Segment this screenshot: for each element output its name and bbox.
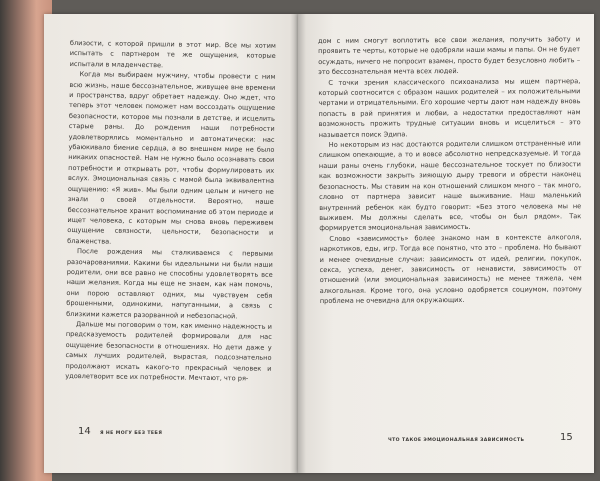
right-running-head: ЧТО ТАКОЕ ЭМОЦИОНАЛЬНАЯ ЗАВИСИМОСТЬ (388, 438, 525, 443)
paragraph: Дальше мы поговорим о том, как именно надежность и предсказуемость родителей формировали для нас ощущение безопасности в отношениях. Но дети даже у самых лучших родителей, вырастая, подсознательно продолжают искать какого-то прекрасный человек и удовлетворит все их потребности. Мечтают, что ря- (65, 320, 273, 383)
left-page-number: 14 (78, 426, 91, 437)
paragraph: Когда мы выбираем мужчину, чтобы провести с ним всю жизнь, наше бессознательное, живущее вне времени и пространства, вдруг обретает надежду. Оно ждет, что теперь этот человек поможет нам воссоздать ощущение безопасности, которое мы познали в детстве, и исцелить старые раны. До рождения наши потребности удовлетворялись моментально и автоматически: нас убаюкивало биение сердца, а во внешнем мире не было никаких опасностей. Нам не нужно было осознавать свои потребности и открывать рот, чтобы формулировать их вслух. Эмоциональная связь с мамой была эквивалентна ощущению: «Я жив». Мы были одним целым и ничего не знали о своей отдельности. Вероятно, наше бессознательное хранит воспоминание об этом периоде и ищет человека, с которым мы снова вновь переживем ощущение связности, цельности, безопасности и блаженства. (67, 70, 276, 246)
left-page-text (65, 38, 276, 384)
paragraph: близости, с которой пришли в этот мир. Все мы хотим испытать с партнером те же ощущения, которые испытали в младенчестве. (69, 38, 276, 70)
right-page-number: 15 (560, 432, 573, 443)
left-running-head: Я НЕ МОГУ БЕЗ ТЕБЯ (100, 431, 163, 436)
paragraph: С точки зрения классического психоанализа мы ищем партнера, который соотносится с образом наших родителей – их положительными чертами и отрицательными. Его хорошие черты дают нам надежду вновь попасть в рай принятия и любви, а недостатки предоставляют нам возможность прожить трудные ситуации вновь и исцелиться – это называется поиск Эдипа. (318, 76, 581, 139)
right-page-text (318, 34, 582, 306)
paragraph: После рождения мы сталкиваемся с первыми разочарованиями. Какими бы идеальными ни были наши родители, они все равно не способны удовлетворять все наши желания. Когда мы еще не знаем, как нам помочь, они порою оставляют одних, мы чувствуем себя брошенными, одинокими, напуганными, а связь с близкими кажется разорванной и небезопасной. (66, 247, 274, 320)
paragraph: Но некоторым из нас достаются родители слишком отстраненные или слишком опекающие, а то и вовсе абсолютно непредсказуемые. И тогда наши раны очень глубоки, наше бессознательное тоскует по близости как возможности закрыть зияющую дыру тревоги и обрести наконец безопасность. Мы ставим на кон отношений слишком много – так много, словно от партнера зависит наше выживание. Наш маленький внутренний ребенок как будто говорит: «Без этого человека мы не выживем. Мы должны сделать все, чтобы он был рядом». Так формируется эмоциональная зависимость. (318, 139, 582, 233)
paragraph: дом с ним смогут воплотить все свои желания, получить заботу и проявить те черты, которые не одобряли наши мамы и папы. Он не будет осуждать, ничего не попросит взамен, просто будет безусловно любить – это бессознательная мечта всех людей. (318, 35, 581, 77)
book-gutter (290, 14, 306, 473)
paragraph: Слово «зависимость» более знакомо нам в контексте алкоголя, наркотиков, еды, игр. Тогда все понятно, что это – проблема. Но бывают и менее очевидные случаи: зависимость от идей, религии, покупок, секса, успеха, денег, зависимость от ненависти, зависимость от отношений (или эмоциональная зависимость) не менее тяжела, чем алкогольная. Кроме того, она условно одобряется социумом, поэтому проблема не очевидна для окружающих. (319, 232, 582, 306)
